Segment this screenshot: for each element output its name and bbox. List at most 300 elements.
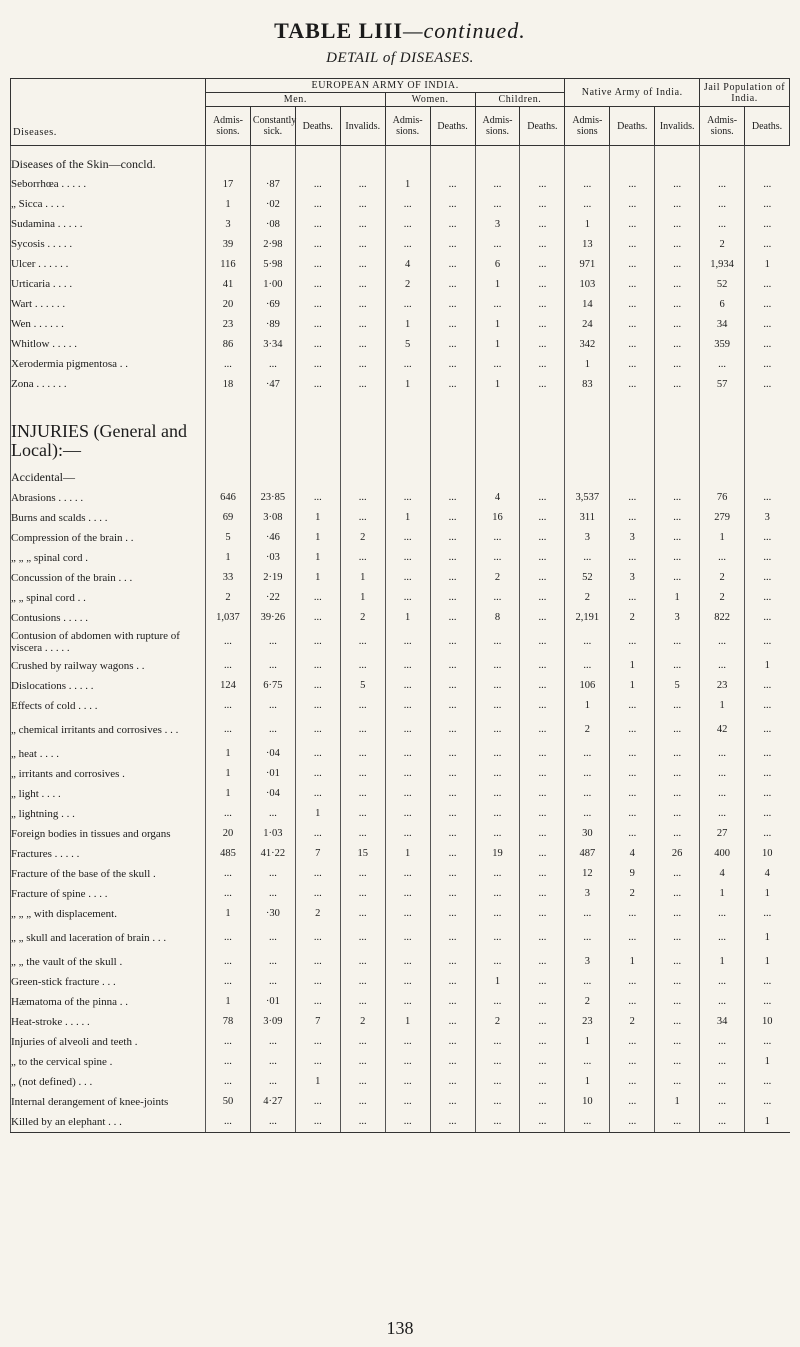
- table-cell: ...: [745, 696, 790, 716]
- table-cell: ...: [610, 824, 655, 844]
- table-cell: ...: [700, 174, 745, 194]
- table-cell: 1: [610, 952, 655, 972]
- table-cell: ...: [385, 804, 430, 824]
- table-cell: ...: [295, 274, 340, 294]
- disease-label: Sycosis . . . . .: [11, 234, 206, 254]
- table-cell: ...: [340, 992, 385, 1012]
- table-cell: 2: [206, 588, 251, 608]
- table-cell: [700, 394, 745, 460]
- table-cell: ...: [295, 764, 340, 784]
- table-cell: ...: [340, 1072, 385, 1092]
- table-cell: ...: [295, 588, 340, 608]
- table-cell: 1: [340, 588, 385, 608]
- table-cell: 5: [385, 334, 430, 354]
- table-cell: 2: [475, 1012, 520, 1032]
- table-cell: ...: [700, 214, 745, 234]
- table-cell: ...: [385, 294, 430, 314]
- table-cell: ...: [430, 696, 475, 716]
- table-cell: ...: [655, 628, 700, 656]
- table-cell: 1: [295, 1072, 340, 1092]
- table-cell: 106: [565, 676, 610, 696]
- table-cell: ...: [520, 904, 565, 924]
- disease-label: Ulcer . . . . . .: [11, 254, 206, 274]
- table-cell: [565, 146, 610, 175]
- table-cell: ...: [430, 716, 475, 744]
- table-row: [11, 716, 790, 744]
- table-cell: 1: [565, 696, 610, 716]
- table-cell: ...: [655, 1012, 700, 1032]
- table-cell: ...: [385, 354, 430, 374]
- table-cell: 4: [385, 254, 430, 274]
- table-cell: [700, 460, 745, 488]
- table-cell: ...: [745, 214, 790, 234]
- table-row: [11, 952, 790, 972]
- table-cell: ...: [430, 508, 475, 528]
- section-row: [11, 394, 790, 460]
- table-cell: ·08: [250, 214, 295, 234]
- table-cell: ...: [610, 174, 655, 194]
- table-cell: 279: [700, 508, 745, 528]
- table-cell: [610, 394, 655, 460]
- table-cell: [295, 394, 340, 460]
- table-cell: ...: [745, 588, 790, 608]
- table-cell: ...: [520, 784, 565, 804]
- table-cell: ...: [745, 804, 790, 824]
- table-cell: ...: [655, 214, 700, 234]
- table-row: [11, 1092, 790, 1112]
- table-cell: ...: [700, 764, 745, 784]
- table-cell: ...: [565, 174, 610, 194]
- table-cell: ...: [745, 1032, 790, 1052]
- table-cell: ...: [520, 972, 565, 992]
- table-subtitle: DETAIL of DISEASES.: [326, 50, 474, 66]
- table-cell: ...: [610, 314, 655, 334]
- table-cell: ...: [700, 784, 745, 804]
- table-cell: ...: [475, 804, 520, 824]
- table-cell: 18: [206, 374, 251, 394]
- table-cell: ...: [295, 1092, 340, 1112]
- table-cell: ...: [430, 254, 475, 274]
- table-cell: ...: [385, 528, 430, 548]
- table-row: [11, 804, 790, 824]
- table-cell: 3,537: [565, 488, 610, 508]
- table-cell: ...: [430, 972, 475, 992]
- table-cell: ...: [430, 824, 475, 844]
- table-cell: 39·26: [250, 608, 295, 628]
- table-cell: ...: [700, 628, 745, 656]
- table-row: [11, 784, 790, 804]
- table-cell: 3: [206, 214, 251, 234]
- section-row: [11, 460, 790, 488]
- table-cell: 20: [206, 824, 251, 844]
- table-cell: 1: [385, 1012, 430, 1032]
- table-cell: ...: [250, 1072, 295, 1092]
- table-cell: ...: [475, 528, 520, 548]
- table-cell: ...: [565, 904, 610, 924]
- table-cell: ...: [520, 924, 565, 952]
- table-cell: ...: [700, 992, 745, 1012]
- table-cell: ...: [475, 294, 520, 314]
- table-cell: ...: [295, 254, 340, 274]
- table-cell: 2: [565, 588, 610, 608]
- table-row: [11, 992, 790, 1012]
- table-cell: ...: [295, 656, 340, 676]
- table-cell: ...: [430, 1092, 475, 1112]
- table-cell: ...: [475, 1112, 520, 1133]
- table-cell: ...: [745, 528, 790, 548]
- table-cell: ...: [655, 294, 700, 314]
- table-cell: ...: [700, 804, 745, 824]
- table-cell: ...: [295, 676, 340, 696]
- table-cell: ...: [340, 254, 385, 274]
- table-cell: 485: [206, 844, 251, 864]
- disease-label: Burns and scalds . . . .: [11, 508, 206, 528]
- table-cell: 2,191: [565, 608, 610, 628]
- table-cell: ...: [655, 194, 700, 214]
- table-cell: ...: [250, 952, 295, 972]
- table-cell: 7: [295, 1012, 340, 1032]
- table-cell: ...: [295, 214, 340, 234]
- header-subcolumn: Invalids.: [655, 107, 700, 146]
- table-row: [11, 194, 790, 214]
- table-cell: 1: [745, 656, 790, 676]
- table-cell: ...: [206, 952, 251, 972]
- table-cell: 50: [206, 1092, 251, 1112]
- header-native-army: Native Army of India.: [565, 79, 700, 107]
- table-cell: ...: [430, 844, 475, 864]
- table-cell: 1: [295, 568, 340, 588]
- table-cell: ...: [655, 716, 700, 744]
- table-cell: 1: [565, 354, 610, 374]
- table-cell: ...: [745, 628, 790, 656]
- table-row: [11, 1112, 790, 1133]
- table-cell: 14: [565, 294, 610, 314]
- disease-label: „ light . . . .: [11, 784, 206, 804]
- table-cell: 1: [385, 174, 430, 194]
- table-cell: ...: [295, 174, 340, 194]
- table-cell: 1: [745, 1112, 790, 1133]
- table-cell: ...: [655, 784, 700, 804]
- table-cell: 15: [340, 844, 385, 864]
- table-cell: 1,037: [206, 608, 251, 628]
- disease-label: Whitlow . . . . .: [11, 334, 206, 354]
- table-cell: 342: [565, 334, 610, 354]
- table-cell: [206, 394, 251, 460]
- table-cell: [655, 146, 700, 175]
- table-cell: 2: [565, 716, 610, 744]
- table-row: [11, 274, 790, 294]
- table-cell: ...: [655, 804, 700, 824]
- table-cell: [430, 394, 475, 460]
- table-cell: ...: [565, 924, 610, 952]
- table-cell: ...: [655, 656, 700, 676]
- table-cell: ...: [520, 744, 565, 764]
- disease-label: Heat-stroke . . . . .: [11, 1012, 206, 1032]
- table-cell: ...: [250, 972, 295, 992]
- table-cell: ...: [385, 676, 430, 696]
- table-cell: ...: [565, 784, 610, 804]
- table-cell: ...: [430, 656, 475, 676]
- table-cell: 3·08: [250, 508, 295, 528]
- table-cell: ...: [610, 764, 655, 784]
- disease-label: Crushed by railway wagons . .: [11, 656, 206, 676]
- disease-label: Contusions . . . . .: [11, 608, 206, 628]
- header-women: Women.: [385, 93, 475, 107]
- table-cell: 359: [700, 334, 745, 354]
- table-cell: ...: [385, 764, 430, 784]
- disease-label: „ irritants and corrosives .: [11, 764, 206, 784]
- disease-label: „ „ „ spinal cord .: [11, 548, 206, 568]
- page-number: 138: [386, 1318, 414, 1338]
- table-cell: ...: [206, 354, 251, 374]
- table-cell: 1: [565, 1032, 610, 1052]
- table-cell: 1: [475, 274, 520, 294]
- table-cell: 8: [475, 608, 520, 628]
- section-label: Diseases of the Skin—concld.: [11, 146, 206, 175]
- table-cell: ...: [565, 804, 610, 824]
- header-subcolumn: Admis-sions.: [385, 107, 430, 146]
- table-cell: ...: [430, 764, 475, 784]
- table-cell: ...: [206, 1032, 251, 1052]
- table-cell: 34: [700, 1012, 745, 1032]
- table-cell: ...: [475, 234, 520, 254]
- table-cell: ...: [385, 784, 430, 804]
- table-cell: ...: [430, 274, 475, 294]
- table-cell: ...: [655, 992, 700, 1012]
- table-cell: [385, 394, 430, 460]
- table-cell: 3: [565, 528, 610, 548]
- table-cell: ...: [430, 194, 475, 214]
- table-cell: 2·98: [250, 234, 295, 254]
- table-cell: 1: [700, 952, 745, 972]
- table-cell: ...: [295, 354, 340, 374]
- table-cell: 1: [745, 1052, 790, 1072]
- table-cell: ...: [206, 1112, 251, 1133]
- table-row: [11, 1052, 790, 1072]
- table-cell: ...: [610, 508, 655, 528]
- table-cell: ...: [385, 972, 430, 992]
- table-cell: [430, 146, 475, 175]
- table-cell: ...: [610, 294, 655, 314]
- table-cell: ·01: [250, 992, 295, 1012]
- table-cell: 57: [700, 374, 745, 394]
- table-cell: 52: [565, 568, 610, 588]
- table-cell: ·04: [250, 744, 295, 764]
- header-men: Men.: [206, 93, 386, 107]
- table-cell: ...: [520, 234, 565, 254]
- table-cell: ...: [206, 1072, 251, 1092]
- table-cell: ...: [385, 548, 430, 568]
- table-cell: 822: [700, 608, 745, 628]
- table-cell: 1: [385, 844, 430, 864]
- table-cell: ...: [610, 1032, 655, 1052]
- table-cell: 1: [295, 508, 340, 528]
- table-cell: ...: [340, 784, 385, 804]
- header-subcolumn: Admis-sions.: [700, 107, 745, 146]
- table-cell: 1: [206, 784, 251, 804]
- table-cell: 20: [206, 294, 251, 314]
- table-cell: 5: [206, 528, 251, 548]
- disease-label: Urticaria . . . .: [11, 274, 206, 294]
- table-cell: 30: [565, 824, 610, 844]
- table-cell: [340, 146, 385, 175]
- disease-label: Green-stick fracture . . .: [11, 972, 206, 992]
- header-subcolumn: Admis-sions.: [475, 107, 520, 146]
- table-cell: ...: [520, 194, 565, 214]
- disease-label: „ heat . . . .: [11, 744, 206, 764]
- header-subcolumn: Deaths.: [430, 107, 475, 146]
- header-diseases: Diseases.: [11, 79, 206, 146]
- table-cell: ...: [340, 194, 385, 214]
- table-cell: ...: [745, 744, 790, 764]
- table-cell: ...: [295, 952, 340, 972]
- table-cell: 1: [340, 568, 385, 588]
- table-row: [11, 884, 790, 904]
- table-cell: ...: [430, 374, 475, 394]
- table-cell: ...: [520, 676, 565, 696]
- table-cell: ...: [340, 804, 385, 824]
- table-cell: ·87: [250, 174, 295, 194]
- disease-label: „ „ skull and laceration of brain . . .: [11, 924, 206, 952]
- table-cell: 16: [475, 508, 520, 528]
- table-cell: ...: [745, 354, 790, 374]
- table-cell: ...: [430, 884, 475, 904]
- table-cell: [250, 146, 295, 175]
- table-cell: ...: [520, 334, 565, 354]
- table-cell: ...: [430, 608, 475, 628]
- table-cell: ...: [295, 628, 340, 656]
- table-cell: 23·85: [250, 488, 295, 508]
- table-cell: ...: [295, 864, 340, 884]
- table-title-suffix: —continued.: [402, 18, 526, 43]
- table-cell: 52: [700, 274, 745, 294]
- table-cell: 1: [565, 1072, 610, 1092]
- table-cell: 116: [206, 254, 251, 274]
- table-cell: ...: [520, 568, 565, 588]
- table-cell: ...: [745, 824, 790, 844]
- table-cell: ...: [610, 214, 655, 234]
- table-cell: 400: [700, 844, 745, 864]
- table-cell: 1: [745, 952, 790, 972]
- table-cell: ...: [206, 804, 251, 824]
- table-cell: [700, 146, 745, 175]
- table-cell: ...: [745, 676, 790, 696]
- table-cell: 4·27: [250, 1092, 295, 1112]
- table-cell: 26: [655, 844, 700, 864]
- table-cell: 2: [340, 608, 385, 628]
- table-row: [11, 676, 790, 696]
- disease-label: Fractures . . . . .: [11, 844, 206, 864]
- table-cell: ...: [520, 884, 565, 904]
- disease-label: Internal derangement of knee-joints: [11, 1092, 206, 1112]
- table-cell: [610, 146, 655, 175]
- table-cell: [206, 460, 251, 488]
- table-cell: ...: [475, 904, 520, 924]
- header-subcolumn: Deaths.: [610, 107, 655, 146]
- table-cell: ...: [745, 764, 790, 784]
- table-cell: ...: [655, 972, 700, 992]
- table-row: [11, 174, 790, 194]
- table-cell: 1: [475, 972, 520, 992]
- table-cell: ...: [610, 488, 655, 508]
- table-cell: [610, 460, 655, 488]
- table-cell: ...: [745, 294, 790, 314]
- table-cell: ...: [655, 314, 700, 334]
- table-row: [11, 214, 790, 234]
- table-cell: ...: [250, 1052, 295, 1072]
- table-cell: 3: [655, 608, 700, 628]
- disease-label: Foreign bodies in tissues and organs: [11, 824, 206, 844]
- table-cell: ...: [340, 174, 385, 194]
- table-cell: 2: [700, 234, 745, 254]
- table-cell: ...: [295, 1032, 340, 1052]
- table-row: [11, 254, 790, 274]
- table-cell: 3: [610, 528, 655, 548]
- table-cell: [745, 460, 790, 488]
- table-cell: ...: [385, 656, 430, 676]
- table-cell: ...: [385, 884, 430, 904]
- table-cell: 1: [610, 676, 655, 696]
- table-cell: ...: [745, 1072, 790, 1092]
- table-cell: 3: [475, 214, 520, 234]
- table-cell: ...: [655, 924, 700, 952]
- table-cell: ·03: [250, 548, 295, 568]
- table-row: [11, 528, 790, 548]
- header-subcolumn: Constantly sick.: [250, 107, 295, 146]
- table-cell: ...: [610, 1112, 655, 1133]
- table-cell: ...: [340, 1112, 385, 1133]
- table-cell: [520, 460, 565, 488]
- table-cell: 1: [295, 548, 340, 568]
- table-cell: ...: [340, 548, 385, 568]
- disease-label: Sudamina . . . . .: [11, 214, 206, 234]
- table-cell: ...: [340, 864, 385, 884]
- table-cell: ...: [295, 608, 340, 628]
- table-cell: 2: [565, 992, 610, 1012]
- table-cell: ...: [745, 334, 790, 354]
- table-cell: ...: [430, 354, 475, 374]
- table-cell: ...: [385, 1072, 430, 1092]
- table-cell: ...: [295, 884, 340, 904]
- table-cell: ...: [385, 1032, 430, 1052]
- table-cell: ...: [565, 1052, 610, 1072]
- table-cell: 34: [700, 314, 745, 334]
- table-cell: ...: [745, 488, 790, 508]
- table-cell: ...: [520, 214, 565, 234]
- disease-label: Abrasions . . . . .: [11, 488, 206, 508]
- table-cell: 2: [385, 274, 430, 294]
- table-cell: 2: [700, 588, 745, 608]
- table-cell: ...: [655, 174, 700, 194]
- table-cell: ...: [700, 1032, 745, 1052]
- table-cell: ...: [745, 568, 790, 588]
- table-cell: ...: [295, 374, 340, 394]
- table-cell: ·46: [250, 528, 295, 548]
- table-cell: ...: [385, 716, 430, 744]
- table-cell: 1,934: [700, 254, 745, 274]
- table-cell: ...: [610, 1092, 655, 1112]
- table-cell: ...: [655, 824, 700, 844]
- table-cell: ...: [700, 1112, 745, 1133]
- table-cell: ...: [655, 952, 700, 972]
- table-cell: ...: [385, 824, 430, 844]
- table-cell: ...: [430, 1012, 475, 1032]
- table-cell: ...: [745, 784, 790, 804]
- table-cell: ...: [385, 1052, 430, 1072]
- table-cell: ...: [520, 628, 565, 656]
- table-cell: ...: [295, 744, 340, 764]
- table-cell: ...: [340, 354, 385, 374]
